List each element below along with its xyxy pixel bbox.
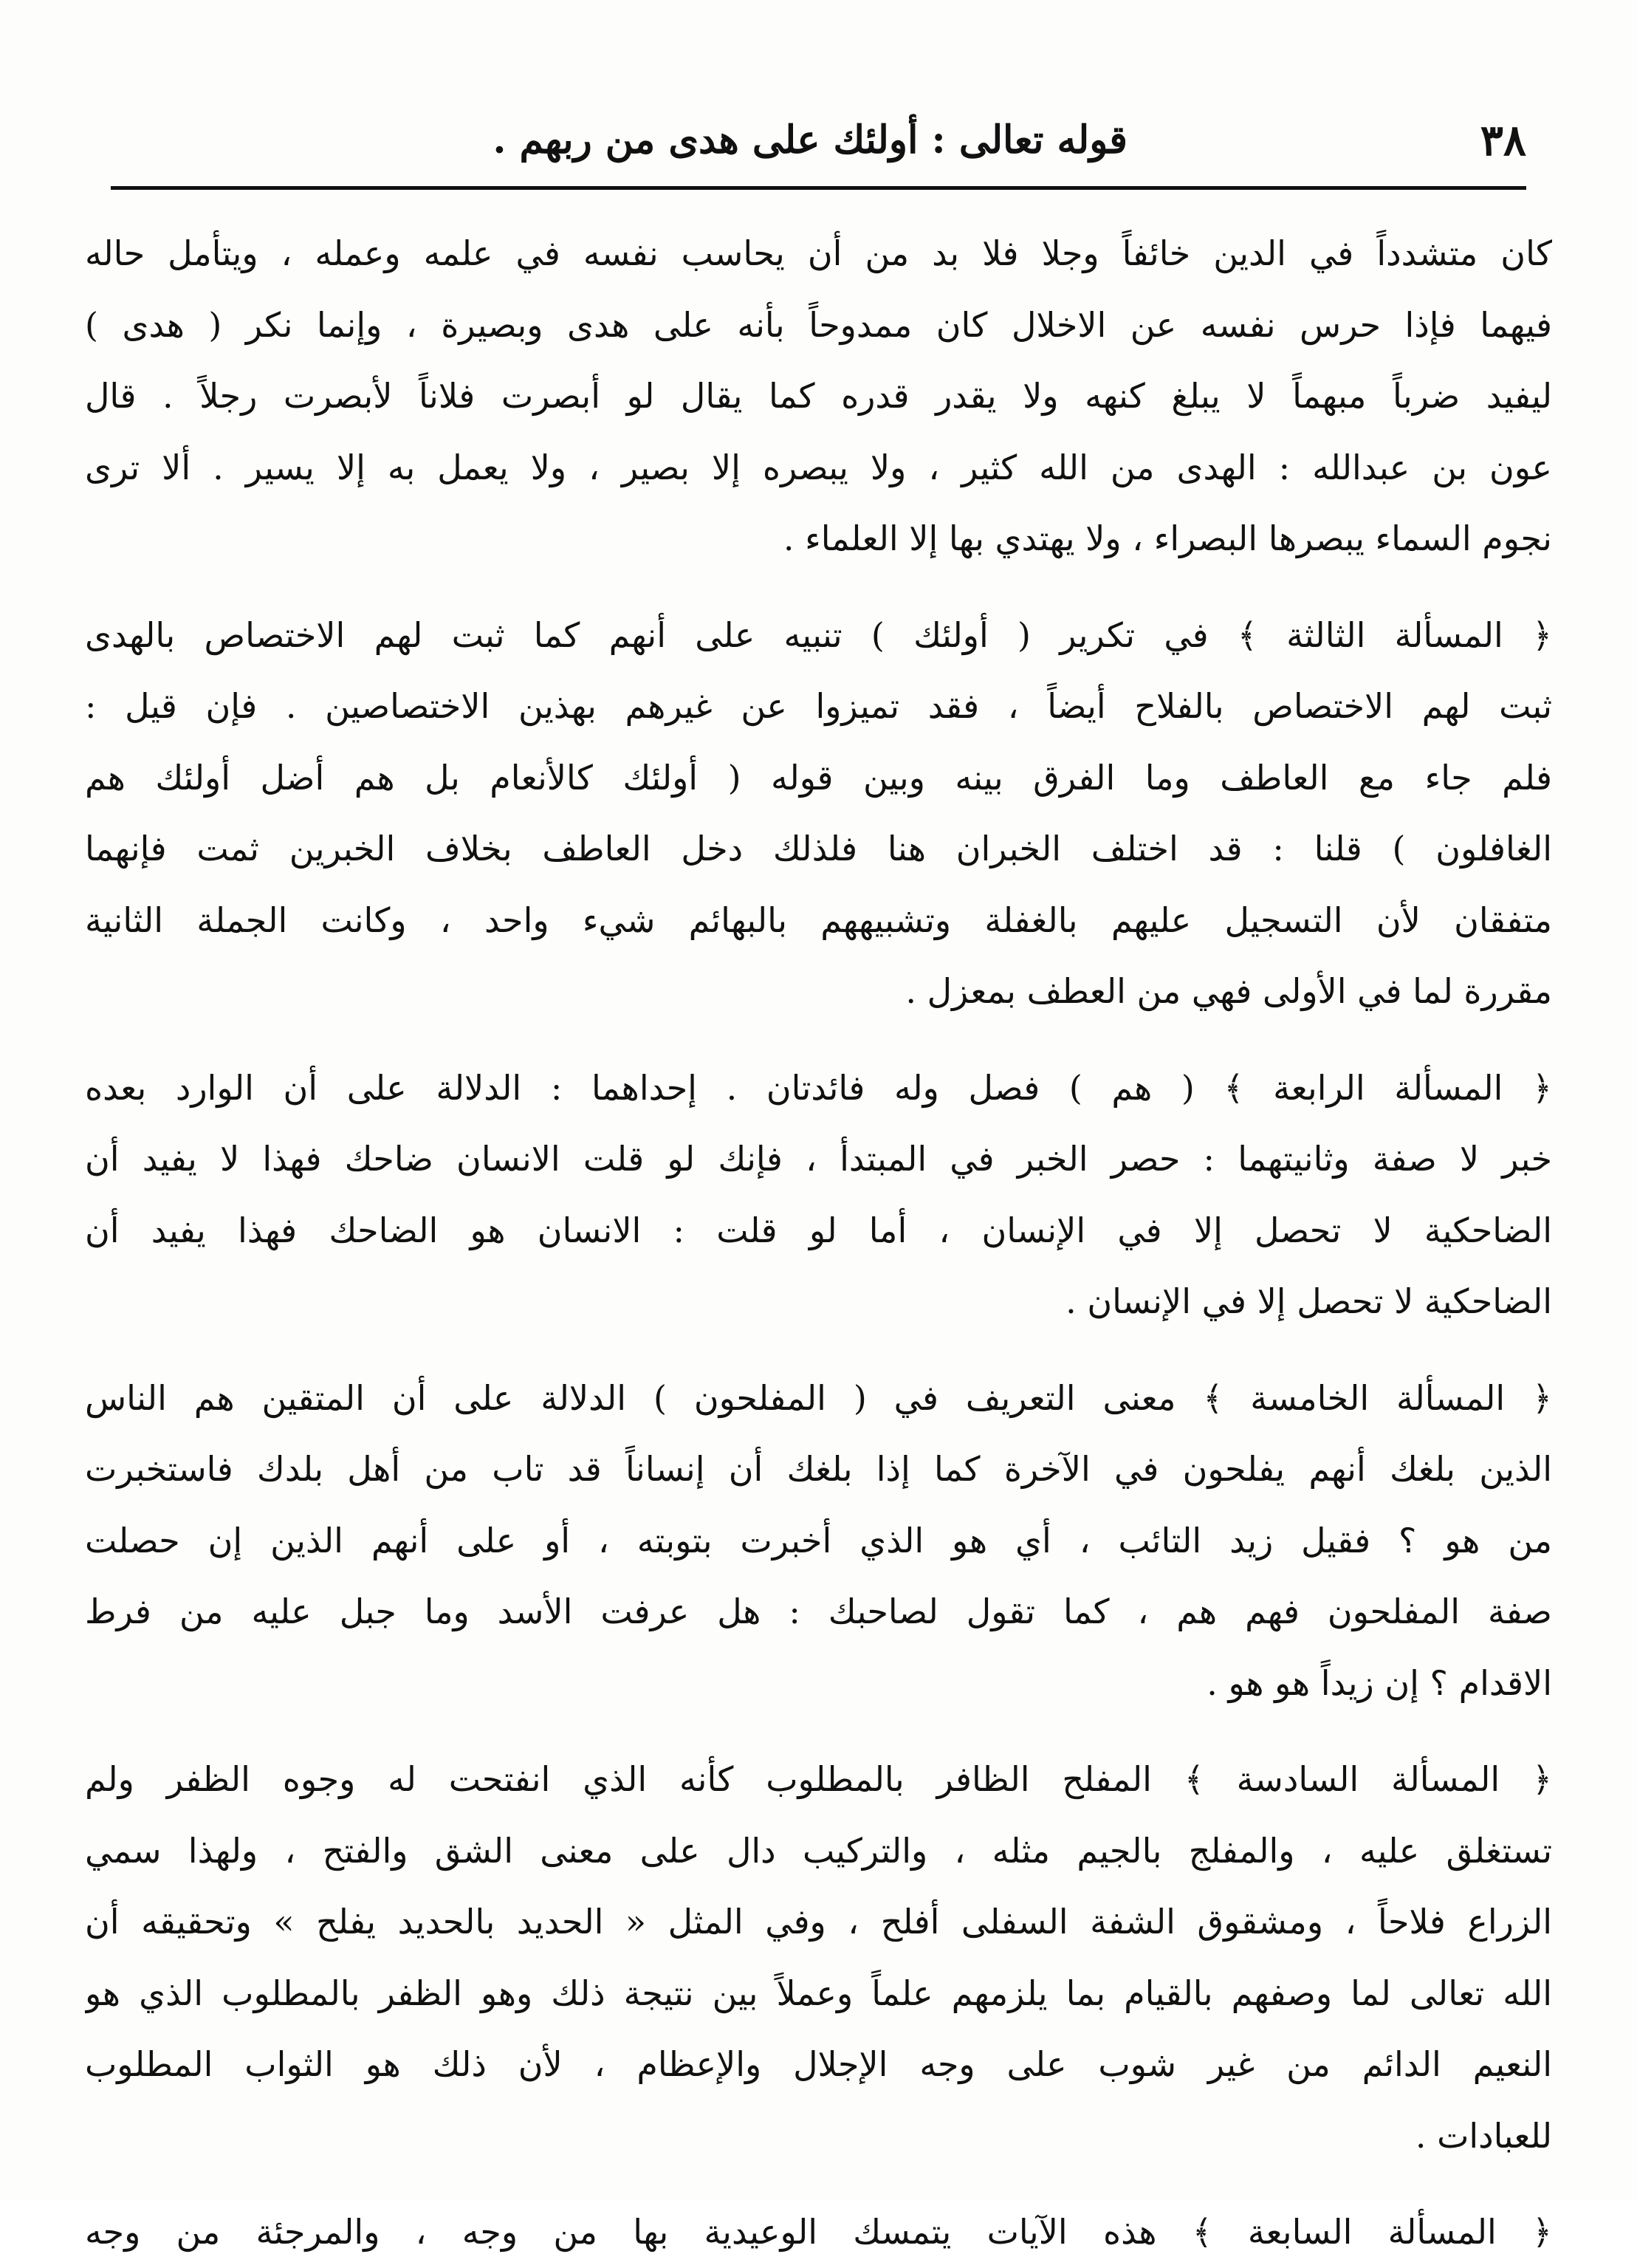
- text-line: الذين بلغك أنهم يفلحون في الآخرة كما إذا بلغك أن إنساناً قد تاب من أهل بلدك فاستخبرت: [85, 1449, 1552, 1489]
- running-title: قوله تعالى : أولئك على هدى من ربهم .: [493, 117, 1128, 162]
- text-line: فيهما فإذا حرس نفسه عن الاخلال كان ممدوحاً بأنه على هدى وبصيرة ، وإنما نكر ( هدى ): [85, 304, 1552, 345]
- text-line: نجوم السماء يبصرها البصراء ، ولا يهتدي بها إلا العلماء .: [783, 518, 1552, 558]
- text-line: ﴿ المسألة السابعة ﴾ هذه الآيات يتمسك الوعيدية بها من وجه ، والمرجئة من وجه: [85, 2212, 1552, 2252]
- text-line: للعبادات .: [1415, 2115, 1552, 2156]
- text-line: ﴿ المسألة السادسة ﴾ المفلح الظافر بالمطلوب كأنه الذي انفتحت له وجوه الظفر ولم: [85, 1759, 1552, 1799]
- text-line: تستغلق عليه ، والمفلج بالجيم مثله ، والتركيب دال على معنى الشق والفتح ، ولهذا سمي: [85, 1830, 1552, 1871]
- text-line: ﴿ المسألة الرابعة ﴾ ( هم ) فصل وله فائدتان . إحداهما : الدلالة على أن الوارد بعده: [85, 1067, 1552, 1108]
- text-line: الضاحكية لا تحصل إلا في الإنسان ، أما لو قلت : الانسان هو الضاحك فهذا يفيد أن: [85, 1210, 1552, 1250]
- text-line: الزراع فلاحاً ، ومشقوق الشفة السفلى أفلح ، وفي المثل « الحديد بالحديد يفلح » وتحقيقه أن: [85, 1902, 1552, 1942]
- text-line: مقررة لما في الأولى فهي من العطف بمعزل .: [905, 971, 1552, 1011]
- text-line: النعيم الدائم من غير شوب على وجه الإجلال والإعظام ، لأن ذلك هو الثواب المطلوب: [85, 2044, 1552, 2084]
- text-line: الغافلون ) قلنا : قد اختلف الخبران هنا فلذلك دخل العاطف بخلاف الخبرين ثمت فإنهما: [85, 829, 1552, 869]
- page-header: [81, 111, 1526, 170]
- text-line: متفقان لأن التسجيل عليهم بالغفلة وتشبيههم بالبهائم شيء واحد ، وكانت الجملة الثانية: [85, 900, 1552, 940]
- text-line: كان متشدداً في الدين خائفاً وجلا فلا بد من أن يحاسب نفسه في علمه وعمله ، ويتأمل حاله: [85, 233, 1552, 273]
- page-number: ٣٨: [1480, 115, 1526, 165]
- text-line: عون بن عبدالله : الهدى من الله كثير ، ولا يبصره إلا بصير ، ولا يعمل به إلا يسير . ألا ترى: [85, 447, 1552, 487]
- body-text: [85, 218, 1552, 2252]
- paragraph-fifth-issue: [85, 1363, 1552, 1719]
- paragraph-seventh-issue: [85, 2196, 1552, 2268]
- text-line: الاقدام ؟ إن زيداً هو هو .: [1207, 1662, 1552, 1703]
- paragraph-third-issue: [85, 600, 1552, 1027]
- text-line: الضاحكية لا تحصل إلا في الإنسان .: [1065, 1281, 1552, 1321]
- paragraph-fourth-issue: [85, 1052, 1552, 1337]
- text-line: ﴿ المسألة الثالثة ﴾ في تكرير ( أولئك ) تنبيه على أنهم كما ثبت لهم الاختصاص بالهدى: [85, 614, 1552, 655]
- text-line: من هو ؟ فقيل زيد التائب ، أي هو الذي أخبرت بتوبته ، أو على أنهم الذين إن حصلت: [85, 1520, 1552, 1560]
- text-line: الله تعالى لما وصفهم بالقيام بما يلزمهم علماً وعملاً بين نتيجة ذلك وهو الظفر بالمطلوب الذي هو: [85, 1973, 1552, 2013]
- text-line: ليفيد ضرباً مبهماً لا يبلغ كنهه ولا يقدر قدره كما يقال لو أبصرت فلاناً لأبصرت رجلاً . قال: [85, 376, 1552, 416]
- paragraph-intro: [85, 218, 1552, 575]
- paragraph-sixth-issue: [85, 1744, 1552, 2171]
- text-line: ثبت لهم الاختصاص بالفلاح أيضاً ، فقد تميزوا عن غيرهم بهذين الاختصاصين . فإن قيل :: [85, 686, 1552, 726]
- text-line: خبر لا صفة وثانيتهما : حصر الخبر في المبتدأ ، فإنك لو قلت الانسان ضاحك فهذا لا يفيد أن: [85, 1139, 1552, 1179]
- text-line: فلم جاء مع العاطف وما الفرق بينه وبين قوله ( أولئك كالأنعام بل هم أضل أولئك هم: [85, 757, 1552, 798]
- text-line: ﴿ المسألة الخامسة ﴾ معنى التعريف في ( المفلحون ) الدلالة على أن المتقين هم الناس: [85, 1377, 1552, 1418]
- header-rule: [111, 186, 1526, 190]
- text-line: صفة المفلحون فهم هم ، كما تقول لصاحبك : هل عرفت الأسد وما جبل عليه من فرط: [85, 1592, 1552, 1631]
